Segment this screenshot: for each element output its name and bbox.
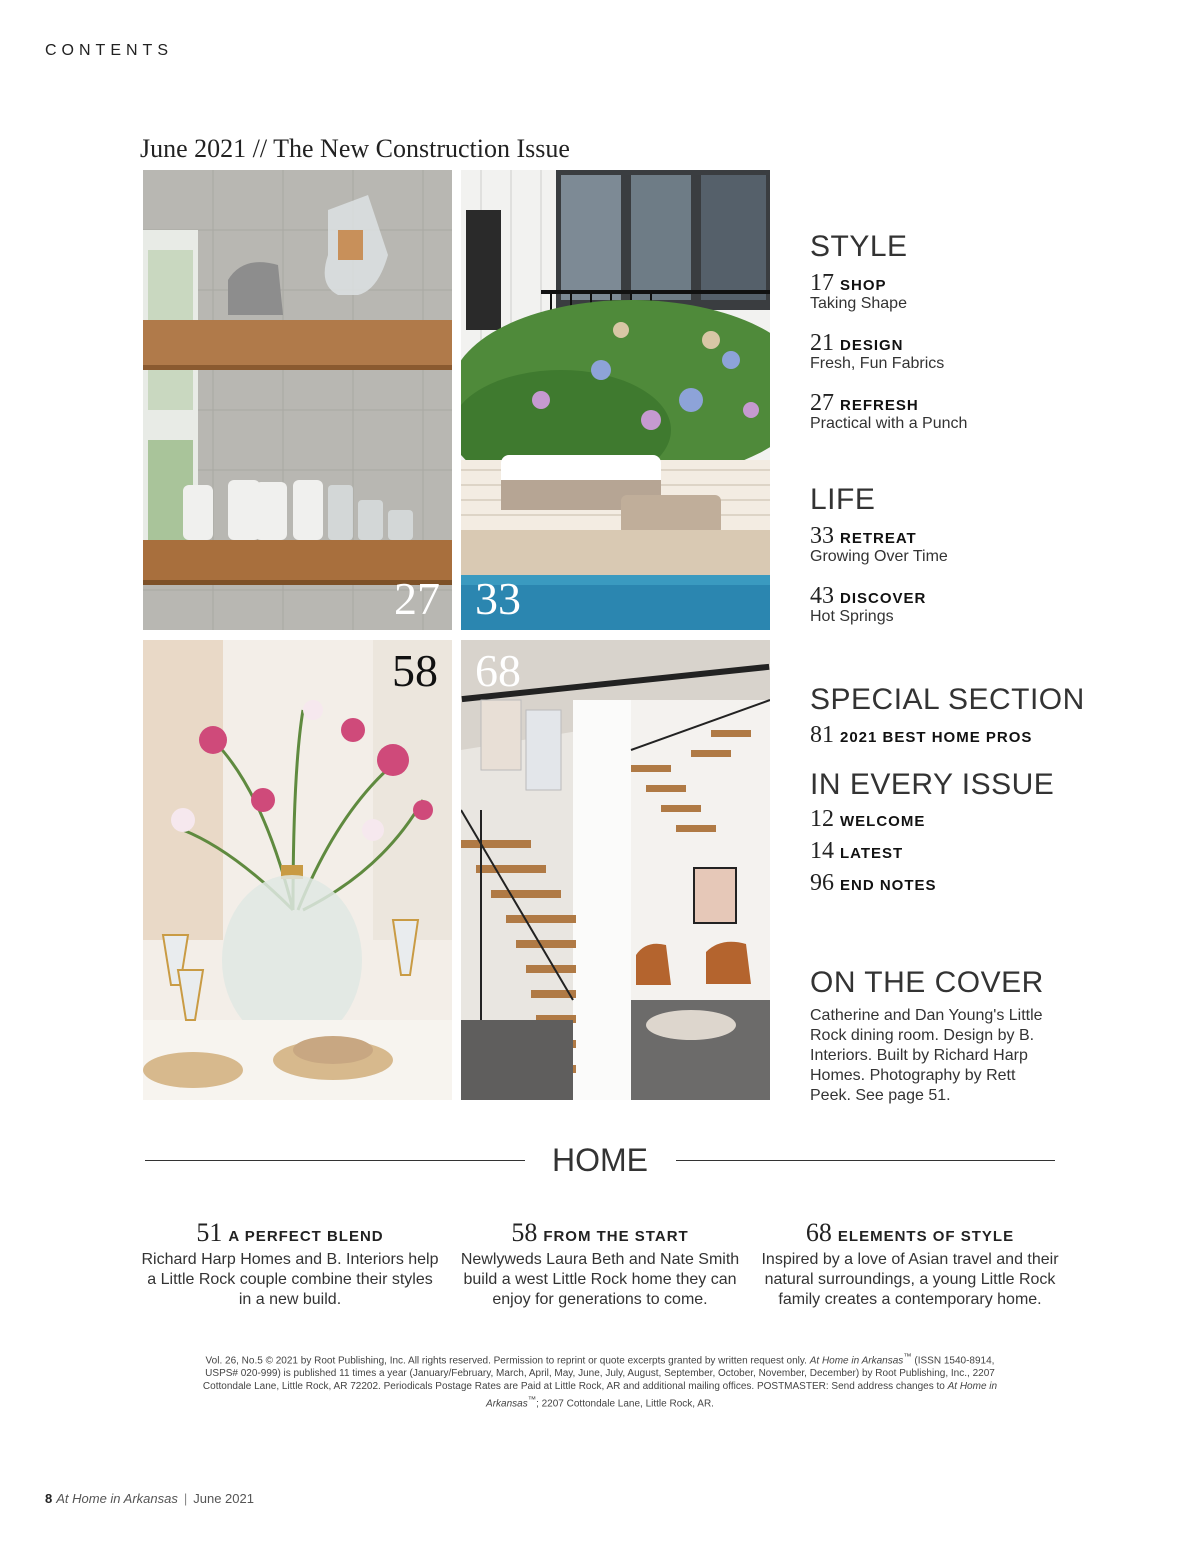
entry-keyword: RETREAT bbox=[840, 530, 917, 547]
entry-keyword: REFRESH bbox=[840, 397, 919, 414]
page-number: 43 bbox=[810, 583, 834, 609]
page-number: 8 bbox=[45, 1491, 53, 1506]
photo-number: 58 bbox=[392, 645, 438, 696]
toc-entry-welcome[interactable] bbox=[810, 806, 925, 833]
legal-text: ; 2207 Cottondale Lane, Little Rock, AR. bbox=[536, 1398, 714, 1410]
photo-modern-staircase bbox=[461, 640, 770, 1100]
entry-keyword: 2021 BEST HOME PROS bbox=[840, 729, 1033, 746]
toc-entry-design[interactable] bbox=[810, 330, 944, 373]
page-number: 81 bbox=[810, 722, 834, 748]
magazine-name: At Home in Arkansas bbox=[486, 1381, 998, 1410]
toc-entry-refresh[interactable] bbox=[810, 390, 967, 433]
section-label: CONTENTS bbox=[45, 42, 173, 59]
home-feature-perfect-blend[interactable] bbox=[140, 1218, 440, 1310]
entry-keyword: END NOTES bbox=[840, 877, 937, 894]
entry-keyword: WELCOME bbox=[840, 813, 926, 830]
page-number: 21 bbox=[810, 330, 834, 356]
feature-description: Newlyweds Laura Beth and Nate Smith build a west Little Rock home they can enjoy for generations to come. bbox=[460, 1251, 740, 1308]
entry-keyword: LATEST bbox=[840, 845, 904, 862]
entry-subtitle: Growing Over Time bbox=[810, 548, 948, 565]
every-issue-heading: IN EVERY ISSUE bbox=[810, 768, 1055, 801]
trademark-symbol: ™ bbox=[527, 1394, 537, 1405]
toc-entry-end-notes[interactable] bbox=[810, 870, 937, 897]
style-heading: STYLE bbox=[810, 230, 908, 263]
special-section-heading: SPECIAL SECTION bbox=[810, 683, 1085, 716]
trademark-symbol: ™ bbox=[903, 1351, 912, 1361]
issue-title: June 2021 // The New Construction Issue bbox=[140, 134, 570, 163]
magazine-name: At Home in Arkansas bbox=[809, 1355, 904, 1367]
page-number: 12 bbox=[810, 806, 834, 832]
feature-title: FROM THE START bbox=[543, 1228, 689, 1245]
footer-separator: | bbox=[183, 1491, 188, 1506]
photo-dining-flowers bbox=[143, 640, 452, 1100]
page-footer bbox=[45, 1491, 254, 1506]
photo-number: 27 bbox=[394, 573, 440, 624]
page-number: 27 bbox=[810, 390, 834, 416]
entry-subtitle: Taking Shape bbox=[810, 295, 907, 312]
issue-date: June 2021 bbox=[193, 1491, 254, 1506]
home-feature-from-the-start[interactable] bbox=[450, 1218, 750, 1310]
feature-title: A PERFECT BLEND bbox=[228, 1228, 384, 1245]
legal-notice bbox=[200, 1350, 1000, 1411]
photo-kitchen-shelves bbox=[143, 170, 452, 630]
feature-title: ELEMENTS OF STYLE bbox=[837, 1228, 1015, 1245]
toc-entry-latest[interactable] bbox=[810, 838, 903, 865]
life-heading: LIFE bbox=[810, 483, 876, 516]
toc-entry-retreat[interactable] bbox=[810, 523, 948, 566]
home-heading: HOME bbox=[552, 1142, 648, 1178]
entry-keyword: SHOP bbox=[840, 277, 887, 294]
toc-entry-best-home-pros[interactable] bbox=[810, 722, 1032, 749]
page-number: 17 bbox=[810, 270, 834, 296]
page-number: 68 bbox=[805, 1218, 832, 1247]
feature-description: Richard Harp Homes and B. Interiors help a Little Rock couple combine their styles in a new build. bbox=[141, 1251, 439, 1308]
photo-poolside-patio bbox=[461, 170, 770, 630]
magazine-name: At Home in Arkansas bbox=[56, 1491, 178, 1506]
entry-subtitle: Hot Springs bbox=[810, 608, 894, 625]
entry-subtitle: Fresh, Fun Fabrics bbox=[810, 355, 945, 372]
page-number: 51 bbox=[196, 1218, 223, 1247]
page-number: 96 bbox=[810, 870, 834, 896]
photo-number: 33 bbox=[475, 573, 521, 624]
feature-description: Inspired by a love of Asian travel and their natural surroundings, a young Little Rock family creates a contemporary home. bbox=[761, 1251, 1059, 1308]
legal-text: (ISSN 1540-8914, USPS# 020-999) is published 11 times a year (January/February, March, April, May, June, July, August, September, October, November, December) by Root Publishing, Inc., 2207 Cottondale Lane, Little Rock, AR 72202. Periodicals Postage Rates are Paid at Little Rock, AR and additional mailing offices. POSTMASTER: Send address changes to bbox=[202, 1355, 995, 1393]
cover-heading: ON THE COVER bbox=[810, 966, 1044, 999]
divider-line-right bbox=[676, 1160, 1055, 1161]
home-feature-elements-of-style[interactable] bbox=[760, 1218, 1060, 1310]
entry-keyword: DISCOVER bbox=[840, 590, 927, 607]
entry-subtitle: Practical with a Punch bbox=[810, 415, 968, 432]
photo-number: 68 bbox=[475, 645, 521, 696]
page-number: 14 bbox=[810, 838, 834, 864]
entry-keyword: DESIGN bbox=[840, 337, 904, 354]
divider-line-left bbox=[145, 1160, 525, 1161]
page-number: 33 bbox=[810, 523, 834, 549]
cover-description: Catherine and Dan Young's Little Rock dining room. Design by B. Interiors. Built by Richard Harp Homes. Photography by Rett Peek. See page 51. bbox=[810, 1007, 1043, 1104]
legal-text: Vol. 26, No.5 © 2021 by Root Publishing, Inc. All rights reserved. Permission to reprint or quote excerpts granted by written request only. bbox=[205, 1355, 810, 1367]
page-number: 58 bbox=[511, 1218, 538, 1247]
toc-entry-shop[interactable] bbox=[810, 270, 907, 313]
toc-entry-discover[interactable] bbox=[810, 583, 926, 626]
